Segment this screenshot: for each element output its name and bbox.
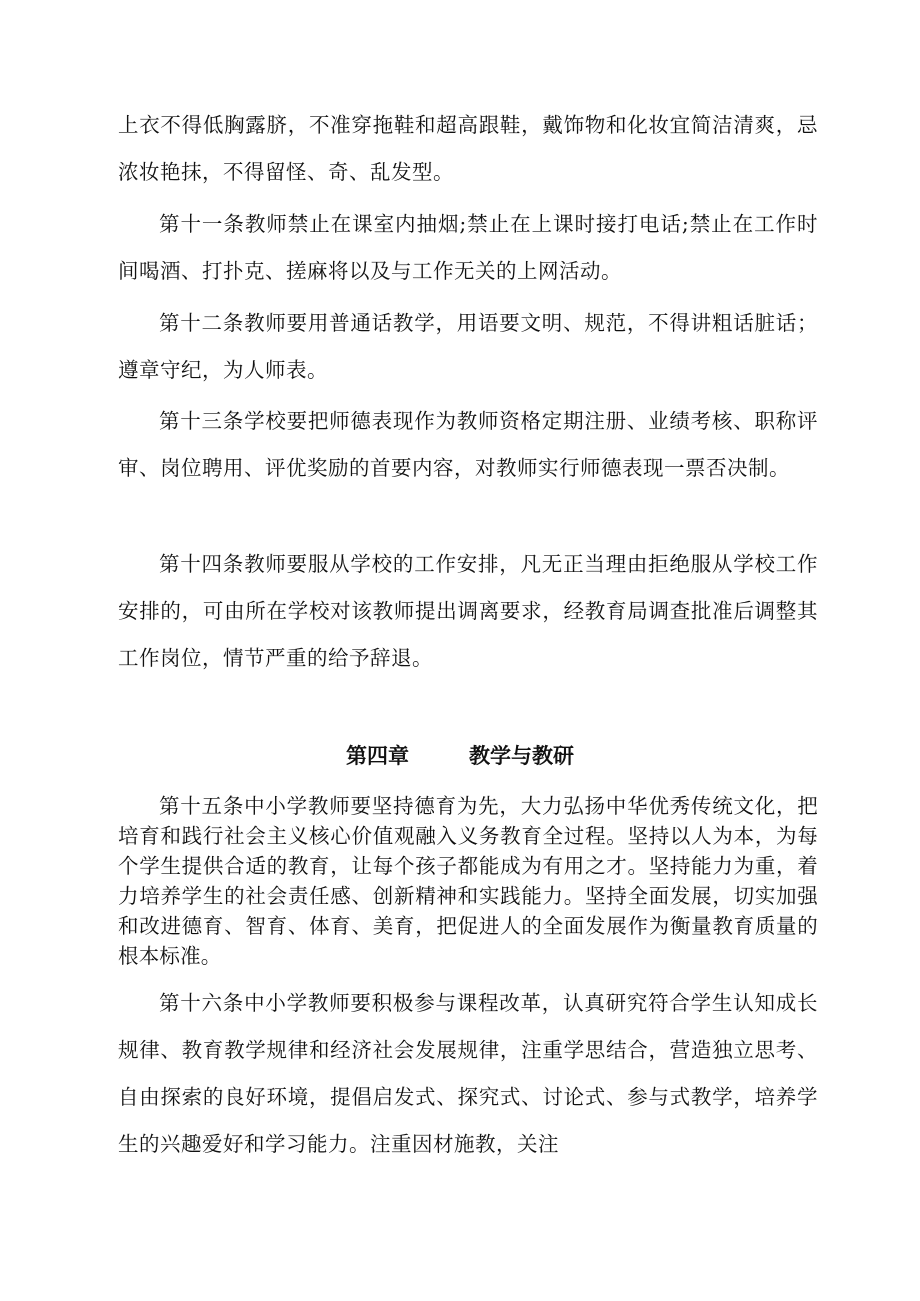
chapter-number: 第四章: [346, 744, 409, 768]
article-12: 第十二条教师要用普通话教学，用语要文明、规范，不得讲粗话脏话；遵章守纪，为人师表。: [118, 311, 818, 382]
article-15: 第十五条中小学教师要坚持德育为先，大力弘扬中华优秀传统文化，把培育和践行社会主义核心价值观融入义务教育全过程。坚持以人为本，为每个学生提供合适的教育，让每个孩子都能成为有用之才。坚持能力为重，着力培养学生的社会责任感、创新精神和实践能力。坚持全面发展，切实加强和改进德育、智育、体育、美育，把促进人的全面发展作为衡量教育质量的根本标准。: [118, 794, 818, 968]
chapter-heading: [0, 736, 920, 776]
article-16: 第十六条中小学教师要积极参与课程改革，认真研究符合学生认知成长规律、教育教学规律和经济社会发展规律，注重学思结合，营造独立思考、自由探索的良好环境，提倡启发式、探究式、讨论式、参与式教学，培养学生的兴趣爱好和学习能力。注重因材施教，关注: [118, 991, 818, 1156]
paragraph-dress-code: 上衣不得低胸露脐，不准穿拖鞋和超高跟鞋，戴饰物和化妆宜简洁清爽，忌浓妆艳抹，不得留怪、奇、乱发型。: [118, 113, 818, 184]
article-11: 第十一条教师禁止在课室内抽烟;禁止在上课时接打电话;禁止在工作时间喝酒、打扑克、搓麻将以及与工作无关的上网活动。: [118, 212, 818, 283]
chapter-title: 教学与教研: [469, 744, 574, 768]
article-13: 第十三条学校要把师德表现作为教师资格定期注册、业绩考核、职称评审、岗位聘用、评优奖励的首要内容，对教师实行师德表现一票否决制。: [118, 409, 818, 480]
article-14: 第十四条教师要服从学校的工作安排，凡无正当理由拒绝服从学校工作安排的，可由所在学校对该教师提出调离要求，经教育局调查批准后调整其工作岗位，情节严重的给予辞退。: [118, 552, 818, 670]
